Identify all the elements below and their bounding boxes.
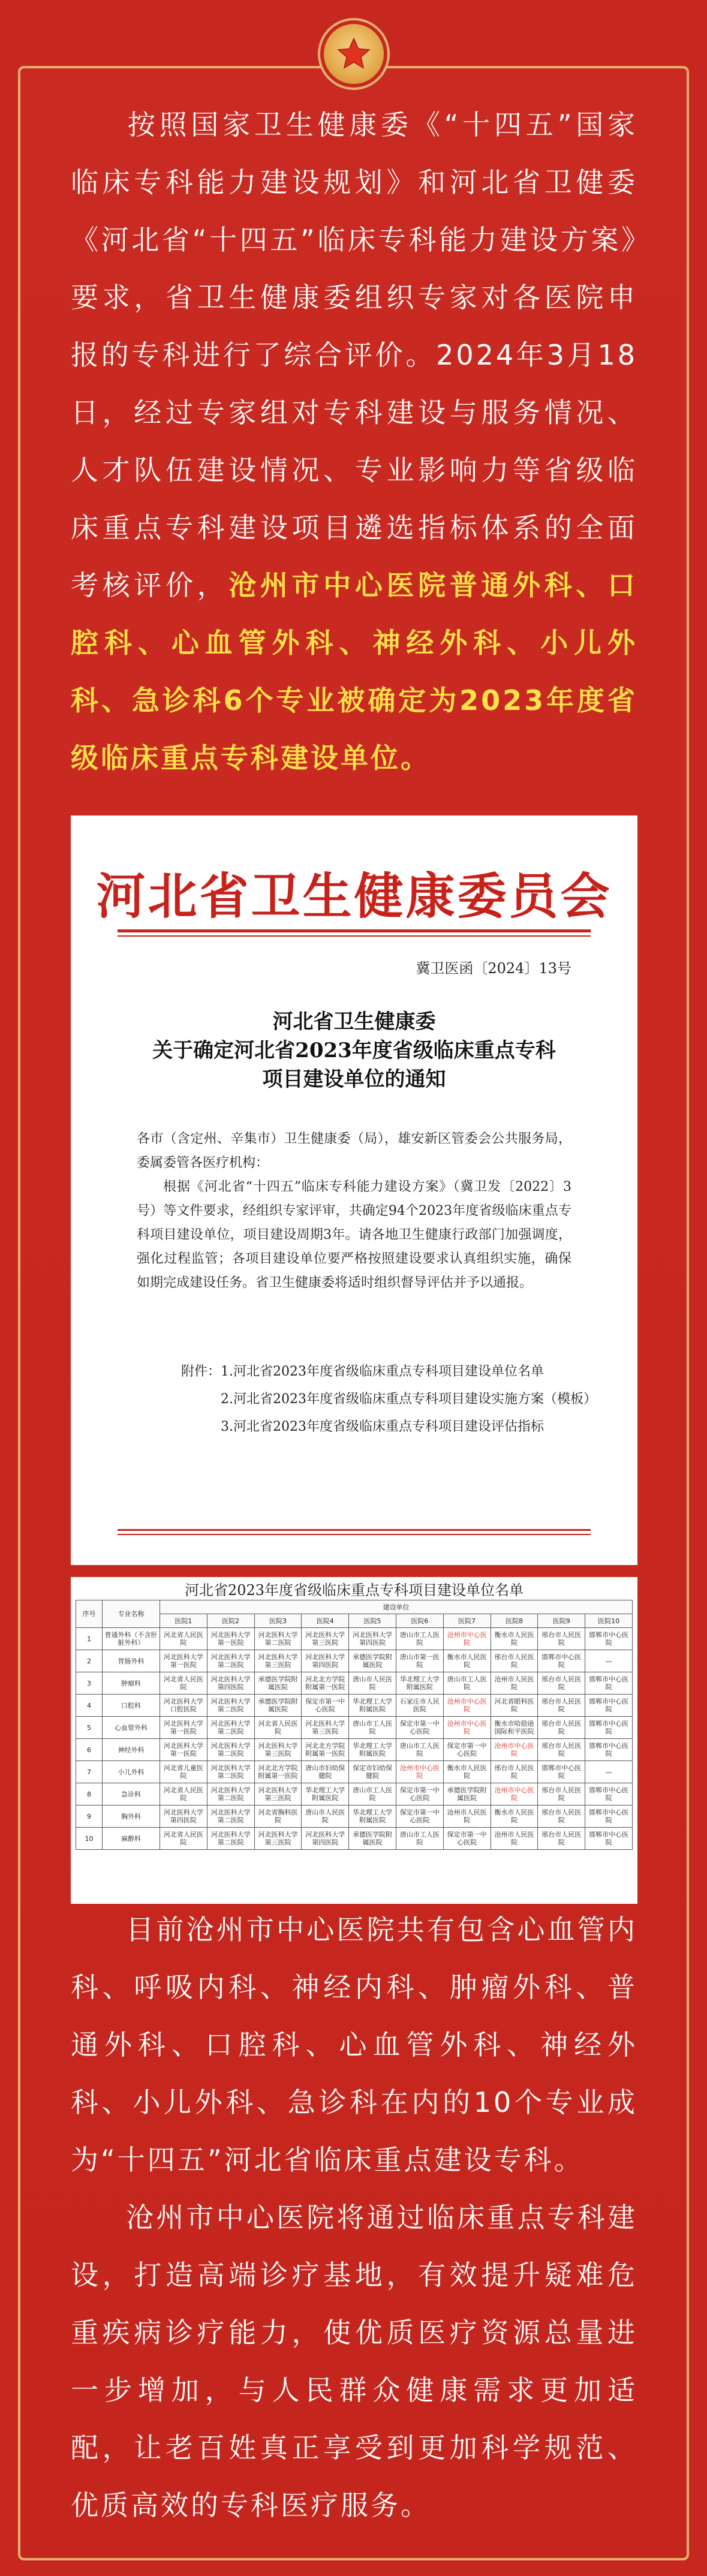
- unit-list-table: [76, 1600, 633, 1850]
- table-header-units: 建设单位: [160, 1600, 633, 1614]
- table-cell-unit: 沧州市中心医院: [443, 1628, 491, 1650]
- table-cell-unit: 邯郸市中心医院: [585, 1783, 633, 1805]
- table-cell-unit: 河北省胸科医院: [254, 1805, 302, 1828]
- table-cell-unit: 邯郸市中心医院: [538, 1761, 585, 1783]
- table-cell-unit: 邯郸市中心医院: [585, 1628, 633, 1650]
- table-cell-unit: 唐山市人民医院: [349, 1672, 396, 1695]
- table-cell-unit: 河北医科大学第一医院: [160, 1650, 207, 1672]
- table-cell-no: 5: [76, 1717, 103, 1739]
- table-cell-unit: 河北医科大学第一医院: [160, 1717, 207, 1739]
- table-cell-no: 10: [76, 1828, 103, 1850]
- table-cell-unit: 承德医学院附属医院: [443, 1783, 491, 1805]
- table-cell-unit: 华北理工大学附属医院: [396, 1672, 443, 1695]
- table-cell-specialty: 口腔科: [103, 1695, 160, 1717]
- table-header-unit: 医院9: [538, 1614, 585, 1628]
- table-cell-unit: 唐山市工人医院: [349, 1783, 396, 1805]
- table-header-unit: 医院5: [349, 1614, 396, 1628]
- table-cell-unit: 唐山市第一医院: [396, 1650, 443, 1672]
- table-cell-no: 9: [76, 1805, 103, 1828]
- attachment-item: 1.河北省2023年度省级临床重点专科项目建设单位名单: [221, 1364, 544, 1379]
- closing-paragraph: [71, 2189, 637, 2534]
- intro-highlight-text: 沧州市中心医院普通外科、口腔科、心血管外科、神经外科、小儿外科、急诊科6个专业被确定为2023年度省级临床重点专科建设单位。: [71, 569, 638, 774]
- table-header-unit: 医院10: [585, 1614, 633, 1628]
- table-cell-unit: 衡水市人民医院: [443, 1650, 491, 1672]
- unit-list-table-image: [71, 1577, 637, 1904]
- table-cell-unit: 邯郸市中心医院: [585, 1828, 633, 1850]
- table-header-unit: 医院6: [396, 1614, 443, 1628]
- closing-text: 沧州市中心医院将通过临床重点专科建设，打造高端诊疗基地，有效提升疑难危重疾病诊疗能力，使优质医疗资源总量进一步增加，与人民群众健康需求更加适配，让老百姓真正享受到更加科学规范、优质高效的专科医疗服务。: [71, 2201, 637, 2521]
- table-cell-unit: —: [585, 1761, 633, 1783]
- table-cell-specialty: 急诊科: [103, 1783, 160, 1805]
- table-row: [76, 1783, 633, 1805]
- table-cell-unit: 沧州市中心医院: [396, 1761, 443, 1783]
- table-cell-unit: 河北省人民医院: [160, 1672, 207, 1695]
- notice-footer-rule: [118, 1529, 591, 1531]
- table-cell-unit: 沧州市中心医院: [443, 1695, 491, 1717]
- table-cell-unit: 保定市第一中心医院: [302, 1695, 349, 1717]
- table-cell-specialty: 心血管外科: [103, 1717, 160, 1739]
- table-cell-unit: 河北医科大学第二医院: [207, 1805, 254, 1828]
- table-cell-unit: 唐山市工人医院: [349, 1717, 396, 1739]
- table-cell-no: 7: [76, 1761, 103, 1783]
- table-row: [76, 1695, 633, 1717]
- table-cell-specialty: 神经外科: [103, 1739, 160, 1761]
- table-cell-unit: 邢台市人民医院: [538, 1805, 585, 1828]
- table-body: [76, 1628, 633, 1850]
- table-cell-unit: 河北医科大学第三医院: [302, 1628, 349, 1650]
- notice-body: [137, 1127, 571, 1295]
- table-cell-no: 2: [76, 1650, 103, 1672]
- table-cell-unit: 河北医科大学第二医院: [207, 1717, 254, 1739]
- notice-header-rule-thin: [118, 935, 591, 937]
- table-header-unit: 医院3: [254, 1614, 302, 1628]
- table-cell-unit: 河北北方学院附属第一医院: [302, 1739, 349, 1761]
- table-unit-header-row: [76, 1614, 633, 1628]
- table-header-unit: 医院7: [443, 1614, 491, 1628]
- notice-header-rule: [118, 929, 591, 932]
- star-badge-icon: [324, 24, 384, 84]
- table-cell-unit: 邯郸市中心医院: [585, 1805, 633, 1828]
- table-cell-unit: 沧州市中心医院: [491, 1739, 538, 1761]
- table-header-unit: 医院4: [302, 1614, 349, 1628]
- table-cell-unit: 河北医科大学第二医院: [207, 1739, 254, 1761]
- table-cell-unit: 河北医科大学第四医院: [302, 1828, 349, 1850]
- table-cell-unit: —: [585, 1650, 633, 1672]
- table-cell-unit: 沧州市中心医院: [491, 1783, 538, 1805]
- table-cell-unit: 河北北方学院附属第一医院: [302, 1672, 349, 1695]
- table-cell-unit: 河北医科大学第一医院: [207, 1628, 254, 1650]
- table-cell-unit: 唐山市工人医院: [396, 1739, 443, 1761]
- table-cell-unit: 石家庄市人民医院: [396, 1695, 443, 1717]
- table-cell-unit: 河北医科大学第二医院: [207, 1761, 254, 1783]
- table-cell-unit: 邢台市人民医院: [538, 1717, 585, 1739]
- table-cell-unit: 衡水市人民医院: [491, 1805, 538, 1828]
- table-cell-unit: 唐山市工人医院: [443, 1672, 491, 1695]
- table-cell-unit: 邢台市人民医院: [538, 1628, 585, 1650]
- table-cell-unit: 承德医学院附属医院: [349, 1828, 396, 1850]
- table-cell-unit: 衡水市人民医院: [491, 1628, 538, 1650]
- table-cell-unit: 河北医科大学口腔医院: [160, 1695, 207, 1717]
- table-cell-specialty: 胸外科: [103, 1805, 160, 1828]
- table-cell-specialty: 肿瘤科: [103, 1672, 160, 1695]
- table-row: [76, 1739, 633, 1761]
- table-cell-unit: 河北医科大学第四医院: [349, 1628, 396, 1650]
- table-cell-unit: 保定市第一中心医院: [396, 1805, 443, 1828]
- table-row: [76, 1828, 633, 1850]
- notice-footer-rule-thin: [118, 1534, 591, 1535]
- summary-text: 目前沧州市中心医院共有包含心血管内科、呼吸内科、神经内科、肿瘤外科、普通外科、口腔科、心血管外科、神经外科、小儿外科、急诊科在内的10个专业成为“十四五”河北省临床重点建设专科。: [71, 1913, 637, 2176]
- table-cell-unit: 保定市第一中心医院: [443, 1828, 491, 1850]
- table-cell-unit: 邯郸市中心医院: [585, 1695, 633, 1717]
- table-cell-unit: 邢台市人民医院: [491, 1761, 538, 1783]
- table-cell-unit: 邢台市人民医院: [491, 1650, 538, 1672]
- table-cell-unit: 沧州市人民医院: [443, 1805, 491, 1828]
- table-cell-unit: 河北省人民医院: [160, 1783, 207, 1805]
- table-cell-unit: 唐山市妇幼保健院: [302, 1761, 349, 1783]
- table-cell-unit: 河北医科大学第三医院: [254, 1650, 302, 1672]
- table-cell-unit: 沧州市人民医院: [491, 1672, 538, 1695]
- attachment-prefix: 附件：: [181, 1364, 221, 1379]
- table-cell-unit: 华北理工大学附属医院: [349, 1805, 396, 1828]
- table-cell-no: 6: [76, 1739, 103, 1761]
- table-cell-unit: 承德医学院附属医院: [254, 1672, 302, 1695]
- notice-title-line: 关于确定河北省2023年度省级临床重点专科: [152, 1039, 556, 1063]
- notice-addressees: 各市（含定州、辛集市）卫生健康委（局），雄安新区管委会公共服务局，委属委管各医疗机构：: [137, 1131, 571, 1170]
- table-cell-unit: 河北医科大学第三医院: [254, 1739, 302, 1761]
- table-header-name: 专业名称: [103, 1600, 160, 1628]
- notice-attachments: [181, 1358, 601, 1441]
- table-cell-specialty: 小儿外科: [103, 1761, 160, 1783]
- table-cell-unit: 保定市妇幼保健院: [349, 1761, 396, 1783]
- table-cell-unit: 河北北方学院附属第一医院: [254, 1761, 302, 1783]
- official-notice-image: [71, 815, 637, 1565]
- table-cell-unit: 河北医科大学第三医院: [254, 1828, 302, 1850]
- table-cell-unit: 保定市第一中心医院: [396, 1783, 443, 1805]
- table-cell-no: 3: [76, 1672, 103, 1695]
- attachment-item: 2.河北省2023年度省级临床重点专科项目建设实施方案（模板）: [221, 1392, 597, 1407]
- table-header-no: 序号: [76, 1600, 103, 1628]
- table-row: [76, 1628, 633, 1650]
- intro-paragraph: [71, 96, 637, 787]
- table-cell-unit: 唐山市人民医院: [302, 1805, 349, 1828]
- table-cell-unit: 河北省儿童医院: [160, 1761, 207, 1783]
- table-cell-unit: 河北医科大学第二医院: [207, 1828, 254, 1850]
- table-cell-unit: 河北医科大学第二医院: [254, 1628, 302, 1650]
- table-header-unit: 医院2: [207, 1614, 254, 1628]
- table-cell-unit: 承德医学院附属医院: [254, 1695, 302, 1717]
- table-cell-unit: 河北省眼科医院: [491, 1695, 538, 1717]
- table-cell-unit: 邯郸市中心医院: [585, 1739, 633, 1761]
- table-cell-unit: 河北医科大学第四医院: [160, 1805, 207, 1828]
- table-cell-unit: 邯郸市中心医院: [585, 1672, 633, 1695]
- table-cell-unit: 河北医科大学第二医院: [207, 1695, 254, 1717]
- table-cell-unit: 唐山市工人医院: [396, 1828, 443, 1850]
- table-caption: 河北省2023年度省级临床重点专科项目建设单位名单: [184, 1582, 524, 1599]
- table-header-unit: 医院8: [491, 1614, 538, 1628]
- table-cell-unit: 邢台市人民医院: [538, 1783, 585, 1805]
- table-cell-specialty: 普通外科（不含肝脏外科）: [103, 1628, 160, 1650]
- intro-text: 按照国家卫生健康委《“十四五”国家临床专科能力建设规划》和河北省卫健委《河北省“十四五”临床专科能力建设方案》要求，省卫生健康委组织专家对各医院申报的专科进行了综合评价。2024年3月18日，经过专家组对专科建设与服务情况、人才队伍建设情况、专业影响力等省级临床重点专科建设项目遴选指标体系的全面考核评价，: [71, 109, 637, 601]
- table-cell-unit: 唐山市工人医院: [396, 1628, 443, 1650]
- table-cell-unit: 河北医科大学第三医院: [254, 1783, 302, 1805]
- table-header-unit: 医院1: [160, 1614, 207, 1628]
- table-cell-unit: 河北省人民医院: [160, 1828, 207, 1850]
- table-cell-unit: 河北医科大学第二医院: [207, 1783, 254, 1805]
- table-cell-unit: 沧州市中心医院: [443, 1717, 491, 1739]
- table-cell-specialty: 胃肠外科: [103, 1650, 160, 1672]
- table-cell-no: 8: [76, 1783, 103, 1805]
- table-cell-unit: 华北理工大学附属医院: [302, 1783, 349, 1805]
- table-cell-no: 1: [76, 1628, 103, 1650]
- table-cell-unit: 河北医科大学第二医院: [207, 1650, 254, 1672]
- table-cell-unit: 保定市第一中心医院: [396, 1717, 443, 1739]
- table-cell-unit: 保定市第一中心医院: [443, 1739, 491, 1761]
- attachment-item: 3.河北省2023年度省级临床重点专科项目建设评估指标: [221, 1419, 544, 1434]
- summary-paragraph: [71, 1901, 637, 2189]
- table-cell-unit: 河北省人民医院: [254, 1717, 302, 1739]
- table-cell-unit: 河北省人民医院: [160, 1628, 207, 1650]
- table-cell-unit: 邢台市人民医院: [538, 1672, 585, 1695]
- table-cell-unit: 承德医学院附属医院: [349, 1650, 396, 1672]
- table-cell-unit: 邢台市人民医院: [538, 1695, 585, 1717]
- table-cell-unit: 华北理工大学附属医院: [349, 1695, 396, 1717]
- table-cell-unit: 河北医科大学第四医院: [207, 1672, 254, 1695]
- table-cell-unit: 邯郸市中心医院: [538, 1650, 585, 1672]
- table-cell-no: 4: [76, 1695, 103, 1717]
- table-row: [76, 1805, 633, 1828]
- notice-title-line: 河北省卫生健康委: [272, 1010, 436, 1034]
- table-cell-unit: 河北医科大学第四医院: [302, 1650, 349, 1672]
- table-cell-unit: 衡水市人民医院: [443, 1761, 491, 1783]
- table-cell-unit: 华北理工大学附属医院: [349, 1739, 396, 1761]
- table-cell-specialty: 麻醉科: [103, 1828, 160, 1850]
- table-cell-unit: 沧州市人民医院: [491, 1828, 538, 1850]
- table-cell-unit: 邢台市人民医院: [538, 1828, 585, 1850]
- notice-body-text: 根据《河北省“十四五”临床专科能力建设方案》（冀卫发〔2022〕3号）等文件要求，经组织专家评审，共确定94个2023年度省级临床重点专科项目建设单位，项目建设周期3年。请各地卫生健康行政部门加强调度，强化过程监管；各项目建设单位要严格按照建设要求认真组织实施，确保如期完成建设任务。省卫生健康委将适时组织督导评估并予以通报。: [137, 1179, 571, 1290]
- table-cell-unit: 邯郸市中心医院: [585, 1717, 633, 1739]
- notice-org-header: 河北省卫生健康委员会: [96, 868, 612, 925]
- table-row: [76, 1761, 633, 1783]
- notice-title-line: 项目建设单位的通知: [262, 1067, 446, 1091]
- table-row: [76, 1672, 633, 1695]
- table-cell-unit: 河北医科大学第一医院: [160, 1739, 207, 1761]
- table-cell-unit: 河北医科大学第三医院: [302, 1717, 349, 1739]
- notice-title: [71, 1007, 637, 1094]
- notice-doc-number: 冀卫医函〔2024〕13号: [416, 960, 571, 977]
- table-row: [76, 1717, 633, 1739]
- table-cell-unit: 衡水市哈励逊国际和平医院: [491, 1717, 538, 1739]
- table-row: [76, 1650, 633, 1672]
- table-cell-unit: 邢台市人民医院: [538, 1739, 585, 1761]
